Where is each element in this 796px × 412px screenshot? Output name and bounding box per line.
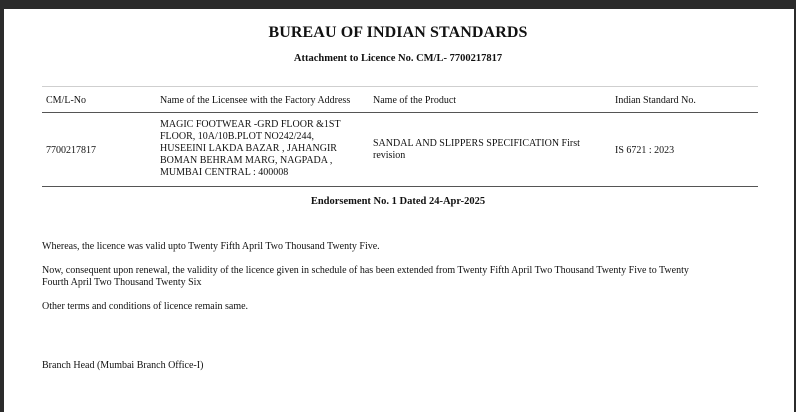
paragraph-other-terms: Other terms and conditions of licence remain same. <box>42 301 249 312</box>
header-rule <box>42 112 758 113</box>
signatory: Branch Head (Mumbai Branch Office-I) <box>42 360 204 371</box>
column-header-cml-no: CM/L-No <box>46 95 86 106</box>
paragraph-renewal-line-1: Now, consequent upon renewal, the validity of the licence given in schedule of has been extended from Twenty Fifth April Two Thousand Twenty Five to Twenty <box>42 265 689 276</box>
cell-cml-no: 7700217817 <box>46 145 96 156</box>
column-header-licensee: Name of the Licensee with the Factory Address <box>160 95 351 106</box>
endorsement-heading: Endorsement No. 1 Dated 24-Apr-2025 <box>310 196 486 207</box>
paragraph-renewal-line-2: Fourth April Two Thousand Twenty Six <box>42 277 202 288</box>
paragraph-validity: Whereas, the licence was valid upto Twenty Fifth April Two Thousand Twenty Five. <box>42 241 380 252</box>
document-title: BUREAU OF INDIAN STANDARDS <box>268 24 528 41</box>
cell-standard: IS 6721 : 2023 <box>615 145 675 156</box>
licensee-line: MUMBAI CENTRAL : 400008 <box>160 167 289 178</box>
licensee-line: FLOOR, 10A/10B.PLOT NO242/244, <box>160 131 314 142</box>
product-line: SANDAL AND SLIPPERS SPECIFICATION First <box>373 138 580 149</box>
column-header-product: Name of the Product <box>373 95 457 106</box>
table-top-rule <box>42 86 758 87</box>
licensee-line: MAGIC FOOTWEAR -GRD FLOOR &1ST <box>160 119 341 130</box>
viewer-toolbar-strip <box>0 0 796 9</box>
licensee-line: BOMAN BEHRAM MARG, NAGPADA , <box>160 155 333 166</box>
table-bottom-rule <box>42 186 758 187</box>
product-line: revision <box>373 150 406 161</box>
document-page <box>4 9 794 412</box>
licensee-line: HUSEEINI LAKDA BAZAR , JAHANGIR <box>160 143 337 154</box>
attachment-line: Attachment to Licence No. CM/L- 7700217817 <box>293 53 503 64</box>
column-header-standard: Indian Standard No. <box>615 95 696 106</box>
